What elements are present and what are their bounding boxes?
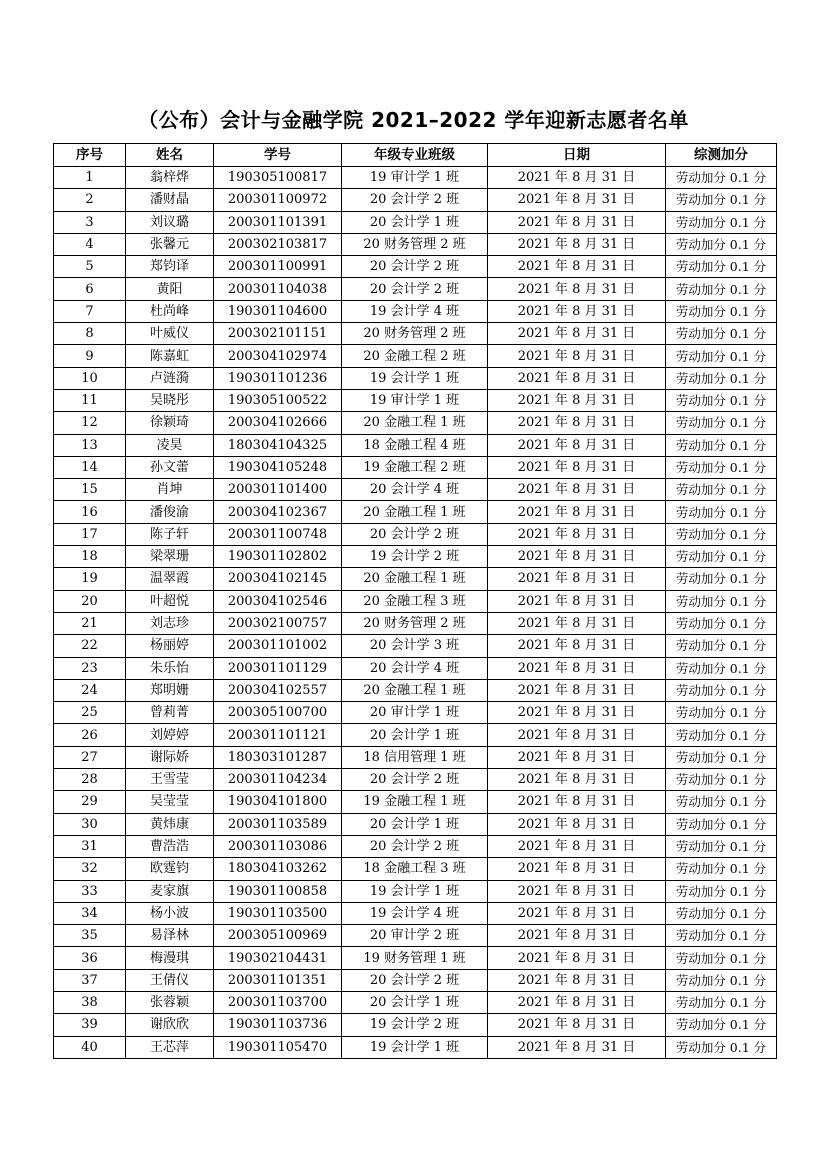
table-cell-name: 刘议璐	[126, 211, 214, 233]
table-cell-class: 20 金融工程 1 班	[342, 679, 488, 701]
table-cell-class: 20 金融工程 1 班	[342, 412, 488, 434]
table-cell-index: 34	[54, 902, 126, 924]
table-cell-student-id: 190304105248	[214, 456, 342, 478]
table-cell-student-id: 200301104038	[214, 278, 342, 300]
table-cell-bonus: 劳动加分 0.1 分	[666, 167, 777, 189]
table-cell-class: 18 金融工程 4 班	[342, 434, 488, 456]
header-date: 日期	[488, 144, 666, 167]
table-cell-index: 5	[54, 256, 126, 278]
table-row	[54, 679, 777, 701]
table-cell-index: 30	[54, 813, 126, 835]
table-cell-class: 19 审计学 1 班	[342, 389, 488, 411]
table-cell-date: 2021 年 8 月 31 日	[488, 724, 666, 746]
table-cell-date: 2021 年 8 月 31 日	[488, 991, 666, 1013]
table-cell-name: 卢涟漪	[126, 367, 214, 389]
table-cell-class: 20 会计学 4 班	[342, 479, 488, 501]
table-cell-student-id: 200301101351	[214, 969, 342, 991]
table-cell-class: 19 会计学 1 班	[342, 880, 488, 902]
table-cell-date: 2021 年 8 月 31 日	[488, 233, 666, 255]
table-cell-student-id: 190301104600	[214, 300, 342, 322]
table-cell-class: 20 会计学 1 班	[342, 211, 488, 233]
table-cell-student-id: 200304102974	[214, 345, 342, 367]
table-row	[54, 813, 777, 835]
table-cell-date: 2021 年 8 月 31 日	[488, 858, 666, 880]
table-cell-student-id: 180304104325	[214, 434, 342, 456]
table-cell-index: 36	[54, 947, 126, 969]
table-cell-date: 2021 年 8 月 31 日	[488, 679, 666, 701]
table-cell-student-id: 190305100522	[214, 389, 342, 411]
table-cell-index: 8	[54, 323, 126, 345]
table-cell-student-id: 190305100817	[214, 167, 342, 189]
table-cell-date: 2021 年 8 月 31 日	[488, 902, 666, 924]
table-cell-index: 39	[54, 1014, 126, 1036]
table-cell-class: 20 会计学 2 班	[342, 278, 488, 300]
table-cell-name: 梅漫琪	[126, 947, 214, 969]
table-cell-student-id: 200301104234	[214, 769, 342, 791]
table-row	[54, 880, 777, 902]
table-cell-name: 叶超悦	[126, 590, 214, 612]
table-cell-student-id: 200301103589	[214, 813, 342, 835]
table-cell-index: 24	[54, 679, 126, 701]
table-cell-index: 33	[54, 880, 126, 902]
table-cell-bonus: 劳动加分 0.1 分	[666, 835, 777, 857]
table-cell-index: 14	[54, 456, 126, 478]
table-cell-index: 28	[54, 769, 126, 791]
table-cell-bonus: 劳动加分 0.1 分	[666, 568, 777, 590]
table-cell-date: 2021 年 8 月 31 日	[488, 612, 666, 634]
table-cell-name: 曹浩浩	[126, 835, 214, 857]
table-cell-bonus: 劳动加分 0.1 分	[666, 278, 777, 300]
header-bonus: 综测加分	[666, 144, 777, 167]
table-cell-student-id: 200301100748	[214, 523, 342, 545]
table-cell-name: 温翠霞	[126, 568, 214, 590]
table-cell-class: 19 财务管理 1 班	[342, 947, 488, 969]
table-cell-class: 19 会计学 4 班	[342, 300, 488, 322]
table-cell-index: 37	[54, 969, 126, 991]
table-cell-student-id: 190301101236	[214, 367, 342, 389]
table-cell-index: 17	[54, 523, 126, 545]
table-cell-date: 2021 年 8 月 31 日	[488, 769, 666, 791]
table-cell-class: 19 金融工程 1 班	[342, 791, 488, 813]
table-cell-index: 38	[54, 991, 126, 1013]
table-cell-student-id: 200301101002	[214, 635, 342, 657]
table-cell-bonus: 劳动加分 0.1 分	[666, 389, 777, 411]
table-cell-name: 王雪莹	[126, 769, 214, 791]
table-cell-class: 20 会计学 2 班	[342, 769, 488, 791]
table-row	[54, 434, 777, 456]
table-cell-class: 20 审计学 1 班	[342, 702, 488, 724]
table-cell-index: 10	[54, 367, 126, 389]
table-cell-student-id: 200301100991	[214, 256, 342, 278]
table-row	[54, 612, 777, 634]
table-cell-bonus: 劳动加分 0.1 分	[666, 300, 777, 322]
table-row	[54, 969, 777, 991]
table-cell-bonus: 劳动加分 0.1 分	[666, 546, 777, 568]
table-cell-name: 欧霆钧	[126, 858, 214, 880]
table-cell-class: 19 会计学 2 班	[342, 1014, 488, 1036]
table-row	[54, 367, 777, 389]
volunteer-table	[53, 143, 777, 1059]
page-title: （公布）会计与金融学院 2021–2022 学年迎新志愿者名单	[138, 108, 689, 132]
table-cell-name: 潘俊渝	[126, 501, 214, 523]
table-cell-index: 1	[54, 167, 126, 189]
table-cell-name: 吴晓彤	[126, 389, 214, 411]
table-cell-name: 刘志珍	[126, 612, 214, 634]
table-cell-class: 19 会计学 2 班	[342, 546, 488, 568]
table-cell-date: 2021 年 8 月 31 日	[488, 345, 666, 367]
table-cell-bonus: 劳动加分 0.1 分	[666, 456, 777, 478]
table-cell-student-id: 200301100972	[214, 189, 342, 211]
table-cell-index: 20	[54, 590, 126, 612]
table-row	[54, 523, 777, 545]
table-cell-class: 19 审计学 1 班	[342, 167, 488, 189]
table-cell-student-id: 200304102546	[214, 590, 342, 612]
table-cell-index: 6	[54, 278, 126, 300]
table-cell-index: 31	[54, 835, 126, 857]
table-row	[54, 546, 777, 568]
table-row	[54, 568, 777, 590]
table-cell-date: 2021 年 8 月 31 日	[488, 1036, 666, 1058]
table-cell-index: 2	[54, 189, 126, 211]
table-cell-bonus: 劳动加分 0.1 分	[666, 925, 777, 947]
table-cell-date: 2021 年 8 月 31 日	[488, 657, 666, 679]
table-cell-student-id: 200301101129	[214, 657, 342, 679]
table-cell-bonus: 劳动加分 0.1 分	[666, 479, 777, 501]
table-cell-index: 15	[54, 479, 126, 501]
table-cell-bonus: 劳动加分 0.1 分	[666, 345, 777, 367]
table-cell-date: 2021 年 8 月 31 日	[488, 523, 666, 545]
table-cell-student-id: 200304102557	[214, 679, 342, 701]
table-cell-bonus: 劳动加分 0.1 分	[666, 501, 777, 523]
table-cell-name: 郑明姗	[126, 679, 214, 701]
table-cell-student-id: 200304102666	[214, 412, 342, 434]
table-cell-index: 11	[54, 389, 126, 411]
table-cell-name: 朱乐怡	[126, 657, 214, 679]
table-cell-class: 20 会计学 1 班	[342, 724, 488, 746]
table-cell-name: 郑钧译	[126, 256, 214, 278]
table-cell-name: 徐颖琦	[126, 412, 214, 434]
table-row	[54, 300, 777, 322]
table-cell-name: 吴莹莹	[126, 791, 214, 813]
table-cell-student-id: 200301101121	[214, 724, 342, 746]
table-row	[54, 278, 777, 300]
table-cell-bonus: 劳动加分 0.1 分	[666, 657, 777, 679]
table-row	[54, 1014, 777, 1036]
table-cell-index: 18	[54, 546, 126, 568]
table-cell-date: 2021 年 8 月 31 日	[488, 479, 666, 501]
table-row	[54, 256, 777, 278]
table-cell-name: 陈嘉虹	[126, 345, 214, 367]
table-cell-class: 20 财务管理 2 班	[342, 233, 488, 255]
table-cell-class: 20 会计学 2 班	[342, 189, 488, 211]
table-cell-date: 2021 年 8 月 31 日	[488, 590, 666, 612]
table-row	[54, 389, 777, 411]
table-row	[54, 189, 777, 211]
table-cell-class: 20 会计学 2 班	[342, 523, 488, 545]
table-cell-index: 19	[54, 568, 126, 590]
table-cell-bonus: 劳动加分 0.1 分	[666, 791, 777, 813]
table-cell-bonus: 劳动加分 0.1 分	[666, 323, 777, 345]
table-cell-class: 20 财务管理 2 班	[342, 323, 488, 345]
table-row	[54, 769, 777, 791]
table-cell-index: 40	[54, 1036, 126, 1058]
table-cell-index: 22	[54, 635, 126, 657]
table-cell-date: 2021 年 8 月 31 日	[488, 746, 666, 768]
table-cell-student-id: 190301103500	[214, 902, 342, 924]
table-cell-class: 20 会计学 3 班	[342, 635, 488, 657]
table-row	[54, 746, 777, 768]
table-cell-student-id: 180303101287	[214, 746, 342, 768]
table-row	[54, 925, 777, 947]
table-cell-index: 3	[54, 211, 126, 233]
table-cell-name: 杜尚峰	[126, 300, 214, 322]
table-row	[54, 858, 777, 880]
table-cell-student-id: 190301103736	[214, 1014, 342, 1036]
table-row	[54, 233, 777, 255]
table-cell-student-id: 190301105470	[214, 1036, 342, 1058]
table-cell-date: 2021 年 8 月 31 日	[488, 167, 666, 189]
table-cell-class: 19 会计学 1 班	[342, 367, 488, 389]
table-row	[54, 702, 777, 724]
table-cell-bonus: 劳动加分 0.1 分	[666, 412, 777, 434]
table-cell-bonus: 劳动加分 0.1 分	[666, 769, 777, 791]
table-cell-index: 27	[54, 746, 126, 768]
table-cell-bonus: 劳动加分 0.1 分	[666, 590, 777, 612]
table-cell-bonus: 劳动加分 0.1 分	[666, 635, 777, 657]
table-cell-class: 20 审计学 2 班	[342, 925, 488, 947]
table-cell-bonus: 劳动加分 0.1 分	[666, 256, 777, 278]
table-cell-index: 23	[54, 657, 126, 679]
table-cell-student-id: 190301102802	[214, 546, 342, 568]
table-row	[54, 991, 777, 1013]
table-cell-bonus: 劳动加分 0.1 分	[666, 1036, 777, 1058]
table-cell-student-id: 190302104431	[214, 947, 342, 969]
table-cell-name: 杨丽婷	[126, 635, 214, 657]
table-cell-date: 2021 年 8 月 31 日	[488, 434, 666, 456]
table-row	[54, 479, 777, 501]
table-cell-bonus: 劳动加分 0.1 分	[666, 902, 777, 924]
table-cell-name: 叶威仪	[126, 323, 214, 345]
table-cell-name: 黄炜康	[126, 813, 214, 835]
table-cell-class: 19 会计学 4 班	[342, 902, 488, 924]
table-cell-bonus: 劳动加分 0.1 分	[666, 724, 777, 746]
table-cell-date: 2021 年 8 月 31 日	[488, 456, 666, 478]
table-cell-student-id: 180304103262	[214, 858, 342, 880]
table-cell-date: 2021 年 8 月 31 日	[488, 813, 666, 835]
table-cell-bonus: 劳动加分 0.1 分	[666, 746, 777, 768]
table-cell-name: 肖坤	[126, 479, 214, 501]
table-cell-index: 35	[54, 925, 126, 947]
table-cell-bonus: 劳动加分 0.1 分	[666, 702, 777, 724]
table-header-row	[54, 144, 777, 167]
table-cell-name: 凌昊	[126, 434, 214, 456]
table-cell-date: 2021 年 8 月 31 日	[488, 501, 666, 523]
header-class: 年级专业班级	[342, 144, 488, 167]
table-cell-name: 翁梓烨	[126, 167, 214, 189]
table-cell-student-id: 200302101151	[214, 323, 342, 345]
table-cell-date: 2021 年 8 月 31 日	[488, 635, 666, 657]
table-cell-name: 陈子轩	[126, 523, 214, 545]
table-cell-date: 2021 年 8 月 31 日	[488, 880, 666, 902]
table-cell-date: 2021 年 8 月 31 日	[488, 367, 666, 389]
table-cell-student-id: 200305100700	[214, 702, 342, 724]
table-row	[54, 902, 777, 924]
table-cell-bonus: 劳动加分 0.1 分	[666, 434, 777, 456]
table-cell-bonus: 劳动加分 0.1 分	[666, 991, 777, 1013]
table-cell-name: 梁翠珊	[126, 546, 214, 568]
table-cell-class: 20 金融工程 3 班	[342, 590, 488, 612]
table-cell-name: 潘财晶	[126, 189, 214, 211]
table-row	[54, 947, 777, 969]
table-cell-student-id: 200301103700	[214, 991, 342, 1013]
table-cell-class: 20 财务管理 2 班	[342, 612, 488, 634]
table-row	[54, 501, 777, 523]
table-cell-bonus: 劳动加分 0.1 分	[666, 523, 777, 545]
table-cell-date: 2021 年 8 月 31 日	[488, 389, 666, 411]
table-cell-date: 2021 年 8 月 31 日	[488, 791, 666, 813]
table-cell-class: 18 信用管理 1 班	[342, 746, 488, 768]
table-cell-index: 9	[54, 345, 126, 367]
table-cell-student-id: 200304102145	[214, 568, 342, 590]
table-cell-date: 2021 年 8 月 31 日	[488, 300, 666, 322]
table-cell-bonus: 劳动加分 0.1 分	[666, 211, 777, 233]
table-cell-bonus: 劳动加分 0.1 分	[666, 189, 777, 211]
table-cell-class: 20 会计学 2 班	[342, 969, 488, 991]
table-cell-student-id: 200305100969	[214, 925, 342, 947]
table-cell-date: 2021 年 8 月 31 日	[488, 412, 666, 434]
table-cell-class: 20 会计学 1 班	[342, 991, 488, 1013]
table-cell-date: 2021 年 8 月 31 日	[488, 546, 666, 568]
table-cell-class: 19 金融工程 2 班	[342, 456, 488, 478]
table-cell-date: 2021 年 8 月 31 日	[488, 947, 666, 969]
table-cell-bonus: 劳动加分 0.1 分	[666, 367, 777, 389]
table-row	[54, 345, 777, 367]
table-cell-name: 刘婷婷	[126, 724, 214, 746]
table-cell-index: 7	[54, 300, 126, 322]
table-cell-date: 2021 年 8 月 31 日	[488, 969, 666, 991]
table-cell-date: 2021 年 8 月 31 日	[488, 189, 666, 211]
table-cell-class: 20 会计学 1 班	[342, 813, 488, 835]
table-cell-date: 2021 年 8 月 31 日	[488, 568, 666, 590]
table-row	[54, 211, 777, 233]
table-cell-name: 杨小波	[126, 902, 214, 924]
table-cell-date: 2021 年 8 月 31 日	[488, 835, 666, 857]
table-cell-student-id: 190304101800	[214, 791, 342, 813]
table-row	[54, 835, 777, 857]
table-cell-date: 2021 年 8 月 31 日	[488, 1014, 666, 1036]
table-cell-class: 20 会计学 4 班	[342, 657, 488, 679]
table-row	[54, 167, 777, 189]
table-cell-date: 2021 年 8 月 31 日	[488, 278, 666, 300]
table-row	[54, 635, 777, 657]
table-cell-class: 20 会计学 2 班	[342, 256, 488, 278]
table-cell-bonus: 劳动加分 0.1 分	[666, 1014, 777, 1036]
table-cell-index: 26	[54, 724, 126, 746]
table-cell-class: 20 金融工程 2 班	[342, 345, 488, 367]
table-cell-student-id: 200301103086	[214, 835, 342, 857]
table-cell-name: 曾莉菁	[126, 702, 214, 724]
table-cell-name: 易泽林	[126, 925, 214, 947]
table-cell-name: 谢欣欣	[126, 1014, 214, 1036]
table-cell-bonus: 劳动加分 0.1 分	[666, 679, 777, 701]
header-name: 姓名	[126, 144, 214, 167]
table-cell-index: 29	[54, 791, 126, 813]
table-cell-student-id: 200304102367	[214, 501, 342, 523]
table-cell-name: 孙文蕾	[126, 456, 214, 478]
table-cell-index: 25	[54, 702, 126, 724]
table-row	[54, 724, 777, 746]
table-cell-bonus: 劳动加分 0.1 分	[666, 969, 777, 991]
table-cell-date: 2021 年 8 月 31 日	[488, 323, 666, 345]
table-cell-student-id: 200302103817	[214, 233, 342, 255]
table-cell-class: 20 金融工程 1 班	[342, 568, 488, 590]
table-cell-index: 16	[54, 501, 126, 523]
table-cell-student-id: 200302100757	[214, 612, 342, 634]
table-cell-class: 20 会计学 2 班	[342, 835, 488, 857]
header-index: 序号	[54, 144, 126, 167]
table-cell-name: 王芯萍	[126, 1036, 214, 1058]
table-row	[54, 1036, 777, 1058]
table-cell-name: 谢际娇	[126, 746, 214, 768]
table-cell-class: 19 会计学 1 班	[342, 1036, 488, 1058]
table-row	[54, 590, 777, 612]
table-cell-bonus: 劳动加分 0.1 分	[666, 813, 777, 835]
table-cell-class: 20 金融工程 1 班	[342, 501, 488, 523]
table-cell-name: 张馨元	[126, 233, 214, 255]
table-body	[54, 167, 777, 1059]
table-cell-student-id: 200301101391	[214, 211, 342, 233]
table-cell-bonus: 劳动加分 0.1 分	[666, 233, 777, 255]
table-cell-index: 12	[54, 412, 126, 434]
table-cell-bonus: 劳动加分 0.1 分	[666, 612, 777, 634]
table-row	[54, 456, 777, 478]
table-cell-index: 32	[54, 858, 126, 880]
table-cell-index: 13	[54, 434, 126, 456]
table-cell-date: 2021 年 8 月 31 日	[488, 211, 666, 233]
table-cell-student-id: 200301101400	[214, 479, 342, 501]
table-cell-index: 4	[54, 233, 126, 255]
table-row	[54, 791, 777, 813]
table-cell-date: 2021 年 8 月 31 日	[488, 702, 666, 724]
table-row	[54, 657, 777, 679]
table-cell-class: 18 金融工程 3 班	[342, 858, 488, 880]
table-cell-date: 2021 年 8 月 31 日	[488, 925, 666, 947]
table-cell-bonus: 劳动加分 0.1 分	[666, 880, 777, 902]
table-cell-student-id: 190301100858	[214, 880, 342, 902]
table-row	[54, 323, 777, 345]
table-cell-name: 张蓉颖	[126, 991, 214, 1013]
table-cell-name: 王倩仪	[126, 969, 214, 991]
table-cell-index: 21	[54, 612, 126, 634]
table-cell-name: 麦家旗	[126, 880, 214, 902]
table-cell-date: 2021 年 8 月 31 日	[488, 256, 666, 278]
table-cell-bonus: 劳动加分 0.1 分	[666, 947, 777, 969]
table-cell-bonus: 劳动加分 0.1 分	[666, 858, 777, 880]
header-student-id: 学号	[214, 144, 342, 167]
table-row	[54, 412, 777, 434]
table-cell-name: 黄阳	[126, 278, 214, 300]
